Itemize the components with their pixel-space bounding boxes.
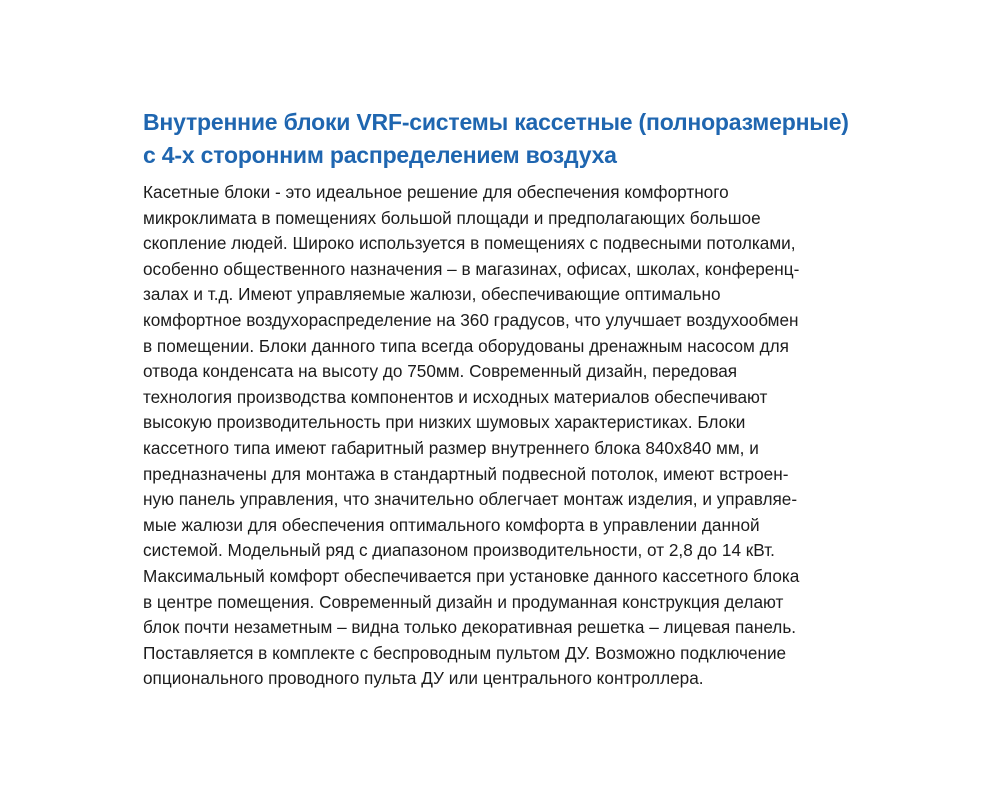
body-line: отвода конденсата на высоту до 750мм. Современный дизайн, передовая	[143, 361, 738, 382]
body-line: ную панель управления, что значительно облегчает монтаж изделия, и управляе-	[143, 489, 798, 510]
body-line: блок почти незаметным – видна только декоративная решетка – лицевая панель.	[143, 617, 797, 638]
article-body	[143, 180, 913, 692]
body-line: предназначены для монтажа в стандартный подвесной потолок, имеют встроен-	[143, 463, 789, 484]
body-line: технология производства компонентов и исходных материалов обеспечивают	[143, 386, 768, 407]
article-title-line: Внутренние блоки VRF-системы кассетные (полноразмерные)	[143, 109, 849, 135]
article-title	[143, 106, 913, 172]
body-line: высокую производительность при низких шумовых характеристиках. Блоки	[143, 412, 746, 433]
body-line: особенно общественного назначения – в магазинах, офисах, школах, конференц-	[143, 258, 800, 279]
article	[143, 106, 913, 692]
body-line: комфортное воздухораспределение на 360 градусов, что улучшает воздухообмен	[143, 309, 799, 330]
body-line: залах и т.д. Имеют управляемые жалюзи, обеспечивающие оптимально	[143, 284, 721, 305]
body-line: кассетного типа имеют габаритный размер внутреннего блока 840х840 мм, и	[143, 437, 759, 458]
body-line: Максимальный комфорт обеспечивается при установке данного кассетного блока	[143, 565, 800, 586]
body-line: Поставляется в комплекте с беспроводным пультом ДУ. Возможно подключение	[143, 642, 787, 663]
body-line: в центре помещения. Современный дизайн и продуманная конструкция делают	[143, 591, 784, 612]
body-line: опционального проводного пульта ДУ или центрального контроллера.	[143, 668, 704, 689]
body-line: скопление людей. Широко используется в помещениях с подвесными потолками,	[143, 233, 796, 254]
body-line: Касетные блоки - это идеальное решение для обеспечения комфортного	[143, 182, 729, 202]
body-line: микроклимата в помещениях большой площади и предполагающих большое	[143, 207, 761, 228]
body-line: системой. Модельный ряд с диапазоном производительности, от 2,8 до 14 кВт.	[143, 540, 775, 561]
body-line: мые жалюзи для обеспечения оптимального комфорта в управлении данной	[143, 514, 760, 535]
body-line: в помещении. Блоки данного типа всегда оборудованы дренажным насосом для	[143, 335, 789, 356]
article-title-line: с 4-х сторонним распределением воздуха	[143, 142, 617, 168]
